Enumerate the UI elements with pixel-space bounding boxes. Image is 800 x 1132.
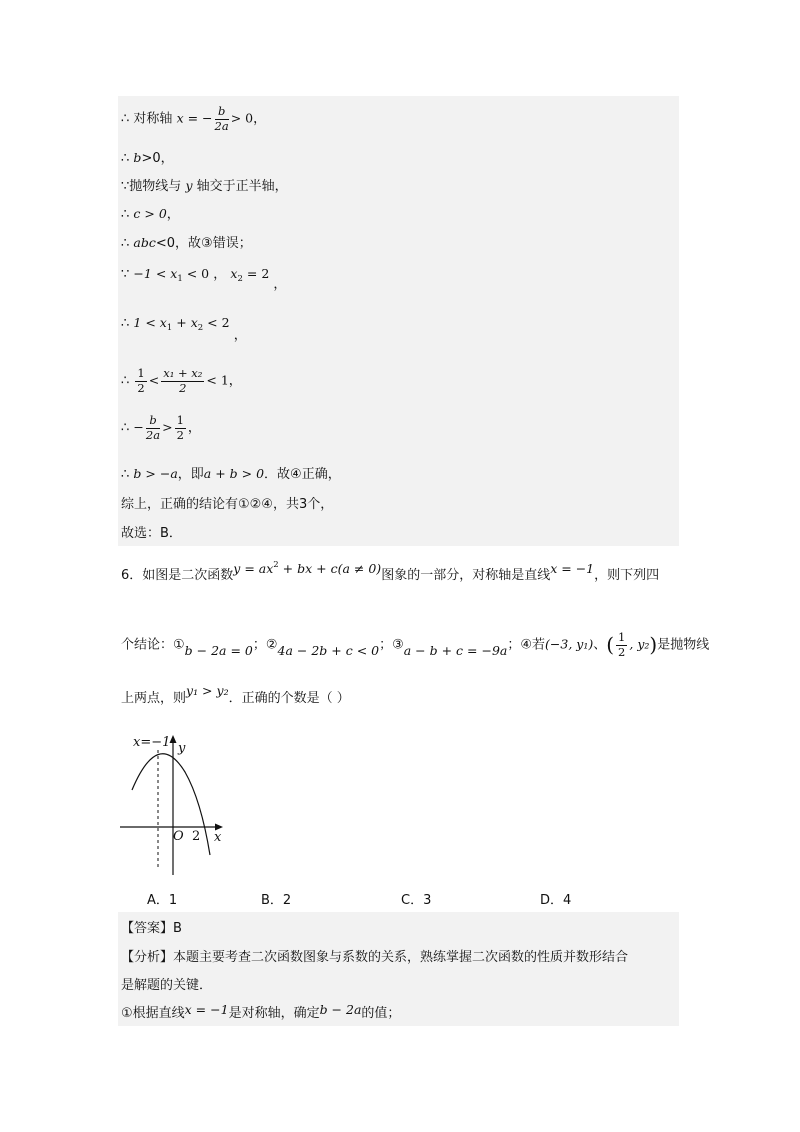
x-tick-2-label: 2 xyxy=(192,829,201,844)
answer-tag: 【答案】 xyxy=(121,921,174,936)
origin-label: O xyxy=(173,829,184,844)
solution-line-7: ∴ $1 < x_1 + x_2 < 2$ ， xyxy=(121,315,247,343)
solution-line-5: ∴ abc<0，故③错误； xyxy=(121,235,252,251)
y-axis-label: y xyxy=(178,741,186,756)
question-line-2: 个结论：①b − 2a = 0；②4a − 2b + c < 0；③a − b + c = −9a；④若(−3, y₁)、( $\frac{1}{2}$ , y₂)是抛物线 xyxy=(121,630,710,659)
question-line-1: 6．如图是二次函数$y = ax^2$ + bx + c(a ≠ 0)图象的一部分，对称轴是直线x = −1，则下列四 xyxy=(121,560,660,583)
symmetry-axis-label: x=−1 xyxy=(133,735,171,750)
answer-line xyxy=(121,922,182,935)
question-number: 6． xyxy=(121,568,143,583)
solution-line-2: ∴ b>0， xyxy=(121,150,174,166)
solution-line-4: ∴ c > 0， xyxy=(121,206,180,222)
solution-line-12: 故选：B． xyxy=(121,526,182,541)
option-b: B．2 xyxy=(261,893,292,908)
question-line-3: 上两点，则y₁ > y₂．正确的个数是（ ） xyxy=(121,683,350,706)
analysis-tag: 【分析】 xyxy=(121,950,174,965)
solution-line-8: ∴ $\frac{1}{2}$ < $\frac{\text{x₁ + x₂}}{2}$ < 1， xyxy=(121,366,242,395)
analysis-line-1: 【分析】本题主要考查二次函数图象与系数的关系，熟练掌握二次函数的性质并数形结合 xyxy=(121,950,629,965)
option-c: C．3 xyxy=(401,893,432,908)
answer-value: B xyxy=(173,921,182,936)
solution-line-1: ∴ 对称轴 x = − $\frac{b}{2a}$ > 0， xyxy=(121,104,267,133)
parabola-graph xyxy=(115,730,235,880)
solution-line-10: ∴ b > −a，即a + b > 0．故④正确， xyxy=(121,466,341,482)
analysis-line-3: ①根据直线x = −1是对称轴，确定b − 2a的值； xyxy=(121,1002,401,1021)
solution-line-9: ∴ − $\frac{b}{2a}$ > $\frac{1}{2}$ ， xyxy=(121,413,201,442)
option-a: A．1 xyxy=(147,893,178,908)
x-axis-label: x xyxy=(214,830,222,845)
solution-line-11: 综上，正确的结论有①②④，共3个， xyxy=(121,497,334,512)
option-d: D．4 xyxy=(540,893,572,908)
analysis-line-2: 是解题的关键． xyxy=(121,978,213,993)
solution-line-3: ∵抛物线与 y 轴交于正半轴， xyxy=(121,178,288,194)
solution-line-6: ∵ $-1 < x_1 < 0$ ， $x_2 = 2$ ， xyxy=(121,266,287,292)
y-axis-arrow xyxy=(170,735,177,743)
